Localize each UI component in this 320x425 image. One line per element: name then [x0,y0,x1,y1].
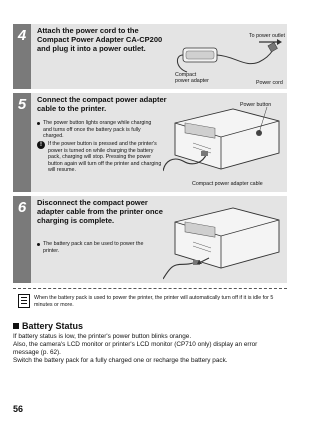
battery-status-heading: Battery Status [13,321,83,331]
step-6-bullet: The battery pack can be used to power the printer. [37,241,159,254]
label-to-power-outlet: To power outlet [249,33,285,39]
step-4-title: Attach the power cord to the Compact Power Adapter CA-CP200 and plug it into a power outlet. [37,26,163,53]
step-number-badge: 4 [13,24,31,89]
label-power-button: Power button [240,102,272,108]
page-number: 56 [13,404,24,414]
bullet-dot [37,122,40,125]
label-compact-power-adapter: Compact power adapter [175,72,209,84]
step-5-caution-note: ! If the power button is pressed and the printer's power is turned on while charging the battery pack, charging will stop. Pressing the power button again will turn off the printer and charging will resume. [37,141,163,174]
memo-icon [18,294,30,308]
battery-status-line: Also, the camera's LCD monitor or printer's LCD monitor (CP710 only) display an error [13,341,258,348]
manual-page: 4 Attach the power cord to the Compact Power Adapter CA-CP200 and plug it into a power outlet. To power outlet Compact power adapter Power cord 5 Connect the compact power adapter cable to the printer. The power button lights orange while charging and turns off once the battery pack is fully charged. ! If the power button is pressed and the printer's power is turned on while charging the battery pack, charging will stop. Pressing the power button again will turn off the printer and charging will resume. Power button Compact power adapter cable 6 Disconnect the compact power adapter cable from the printer once charging is complete. The battery pack can be used to power the printer. When the battery pack is used to power the printer, the printer will automatically turn off if it is idle for 5 minutes or more. Battery Status If battery status is low, the printer's power button blinks orange. Also, the camera's LCD monitor or printer's LCD monitor (CP710 only) display an error message (p. 62). Switch the battery pack for a fully charged one or recharge the battery pack. 56 [0,0,300,425]
step-number-badge: 5 [13,93,31,192]
step-number-badge: 6 [13,196,31,283]
bullet-dot [37,243,40,246]
battery-status-line: If battery status is low, the printer's power button blinks orange. [13,333,192,340]
caution-icon: ! [37,141,45,149]
label-power-cord: Power cord [256,80,283,86]
printer-disconnect-illustration [163,202,285,280]
step-5-bullet: The power button lights orange while charging and turns off once the battery pack is fully charged. [37,120,159,140]
section-divider [13,288,287,289]
step-5-panel [13,93,287,192]
label-compact-power-adapter-cable: Compact power adapter cable [192,181,263,187]
step-6-panel [13,196,287,283]
printer-illustration [163,101,285,181]
heading-square-icon [13,323,19,329]
step-6-title: Disconnect the compact power adapter cable from the printer once charging is complete. [37,198,163,225]
battery-status-line: Switch the battery pack for a fully charged one or recharge the battery pack. [13,357,228,364]
battery-status-line: message (p. 62). [13,349,61,356]
step-4-panel [13,24,287,89]
step-5-title: Connect the compact power adapter cable to the printer. [37,95,167,113]
